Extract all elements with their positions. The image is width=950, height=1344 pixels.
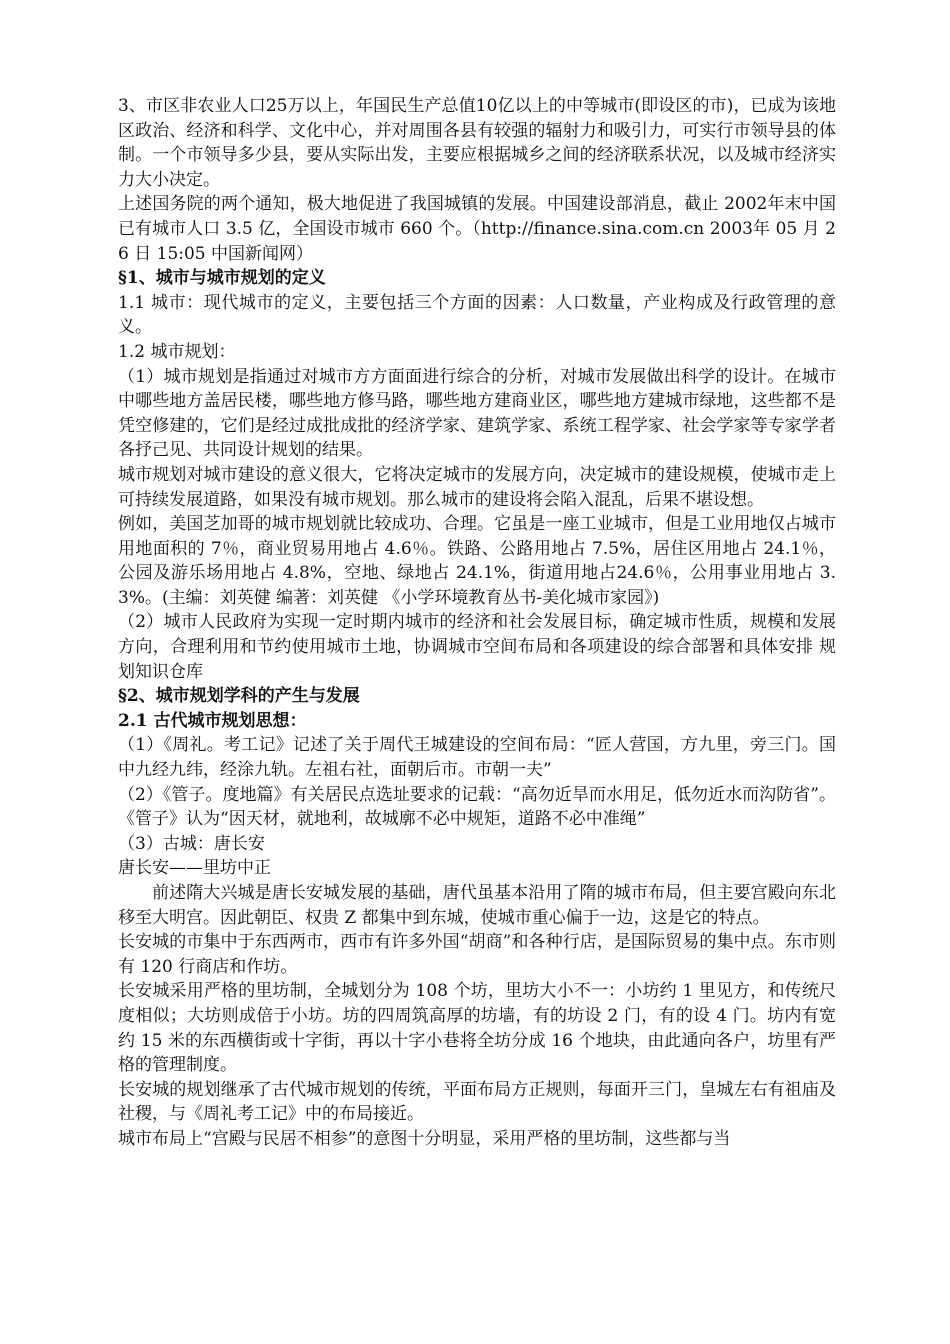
paragraph-zhouli-kaogongji: （1）《周礼。考工记》记述了关于周代王城建设的空间布局：“匠人营国，方九里，旁三门。国中九经九纬，经涂九轨。左祖右社，面朝后市。市朝一夫” [118,735,836,781]
paragraph-city-level-system: 3、市区非农业人口25万以上，年国民生产总值10亿以上的中等城市(即设区的市)，已成为该地区政治、经济和科学、文化中心，并对周围各县有较强的辐射力和吸引力，可实行市领导县的体制。一个市领导多少县，要从实际出发，主要应根据城乡之间的经济联系状况，以及城市经济实力大小决定。 [118,96,836,190]
paragraph-palace-residence: 城市布局上“宫殿与民居不相参”的意图十分明显，采用严格的里坊制，这些都与当 [118,1128,731,1149]
paragraph-state-council-notices: 上述国务院的两个通知，极大地促进了我国城镇的发展。中国建设部消息，截止 2002年末中国已有城市人口 3.5 亿，全国设市城市 660 个。（http://finance.sina.com.cn 2003年 05 月 26 日 15:05 中国新闻网） [118,194,836,264]
paragraph-tang-changan-title: 唐长安——里坊中正 [118,858,271,879]
paragraph-east-west-markets: 长安城的市集中于东西两市，西市有许多外国“胡商”和各种行店，是国际贸易的集中点。东市则有 120 行商店和作坊。 [118,932,836,977]
paragraph-urban-planning-label: 1.2 城市规划： [118,341,236,362]
paragraph-lifang-system: 长安城采用严格的里坊制，全城划分为 108 个坊，里坊大小不一：小坊约 1 里见方，和传统尺度相似；大坊则成倍于小坊。坊的四周筑高厚的坊墙，有的坊设 2 门，有的设 4 门。坊内有宽约 15 米的东西横街或十字街，再以十字小巷将全坊分成 16 个地块，由此通向各户，坊里有严格的管理制度。 [118,981,836,1076]
section-heading-2: §2、城市规划学科的产生与发展 [118,686,360,707]
paragraph-sui-daxing: 前述隋大兴城是唐长安城发展的基础，唐代虽基本沿用了隋的城市布局，但主要宫殿向东北移至大明宫。因此朝臣、权贵 Z 都集中到东城，使城市重心偏于一边，这是它的特点。 [118,883,836,928]
paragraph-planning-point-1: （1）城市规划是指通过对城市方方面面进行综合的分析，对城市发展做出科学的设计。在城市中哪些地方盖居民楼，哪些地方修马路，哪些地方建商业区，哪些地方建城市绿地，这些都不是凭空修建的，它们是经过成批成批的经济学家、建筑学家、系统工程学家、社会学家等专家学者各抒己见、共同设计规划的结果。 [118,366,836,461]
paragraph-planning-significance: 城市规划对城市建设的意义很大，它将决定城市的发展方向，决定城市的建设规模，使城市走上可持续发展道路，如果没有城市规划。那么城市的建设将会陷入混乱，后果不堪设想。 [118,464,836,510]
paragraph-chicago-example: 例如，美国芝加哥的城市规划就比较成功、合理。它虽是一座工业城市，但是工业用地仅占城市用地面积的 7％，商业贸易用地占 4.6％。铁路、公路用地占 7.5%，居住区用地占 24.1％， 公园及游乐场用地占 4.8%，空地、绿地占 24.1%，街道用地占24.6％，公用事业用地占 3.3%。(主编：刘英健 编著：刘英健 《小学环境教育丛书-美化城市家园》) [118,514,836,608]
paragraph-planning-point-2: （2）城市人民政府为实现一定时期内城市的经济和社会发展目标，确定城市性质，规模和发展方向，合理利用和节约使用城市土地，协调城市空间布局和各项建设的综合部署和具体安排 规划知识仓库 [118,612,836,682]
paragraph-city-definition: 1.1 城市：现代城市的定义，主要包括三个方面的因素：人口数量，产业构成及行政管理的意义。 [118,292,836,338]
document-page [118,94,836,1152]
paragraph-planning-tradition: 长安城的规划继承了古代城市规划的传统，平面布局方正规则，每面开三门，皇城左右有祖庙及社稷，与《周礼考工记》中的布局接近。 [118,1079,836,1125]
section-heading-1: §1、城市与城市规划的定义 [118,268,326,289]
paragraph-ancient-city-label: （3）古城：唐长安 [118,833,265,854]
subsection-heading-2-1: 2.1 古代城市规划思想： [118,710,307,731]
paragraph-guanzi-dudi: （2）《管子。度地篇》有关居民点选址要求的记载：“高勿近旱而水用足，低勿近水而沟防省”。《管子》认为“因天材，就地利，故城廓不必中规矩，道路不必中准绳” [118,784,836,830]
